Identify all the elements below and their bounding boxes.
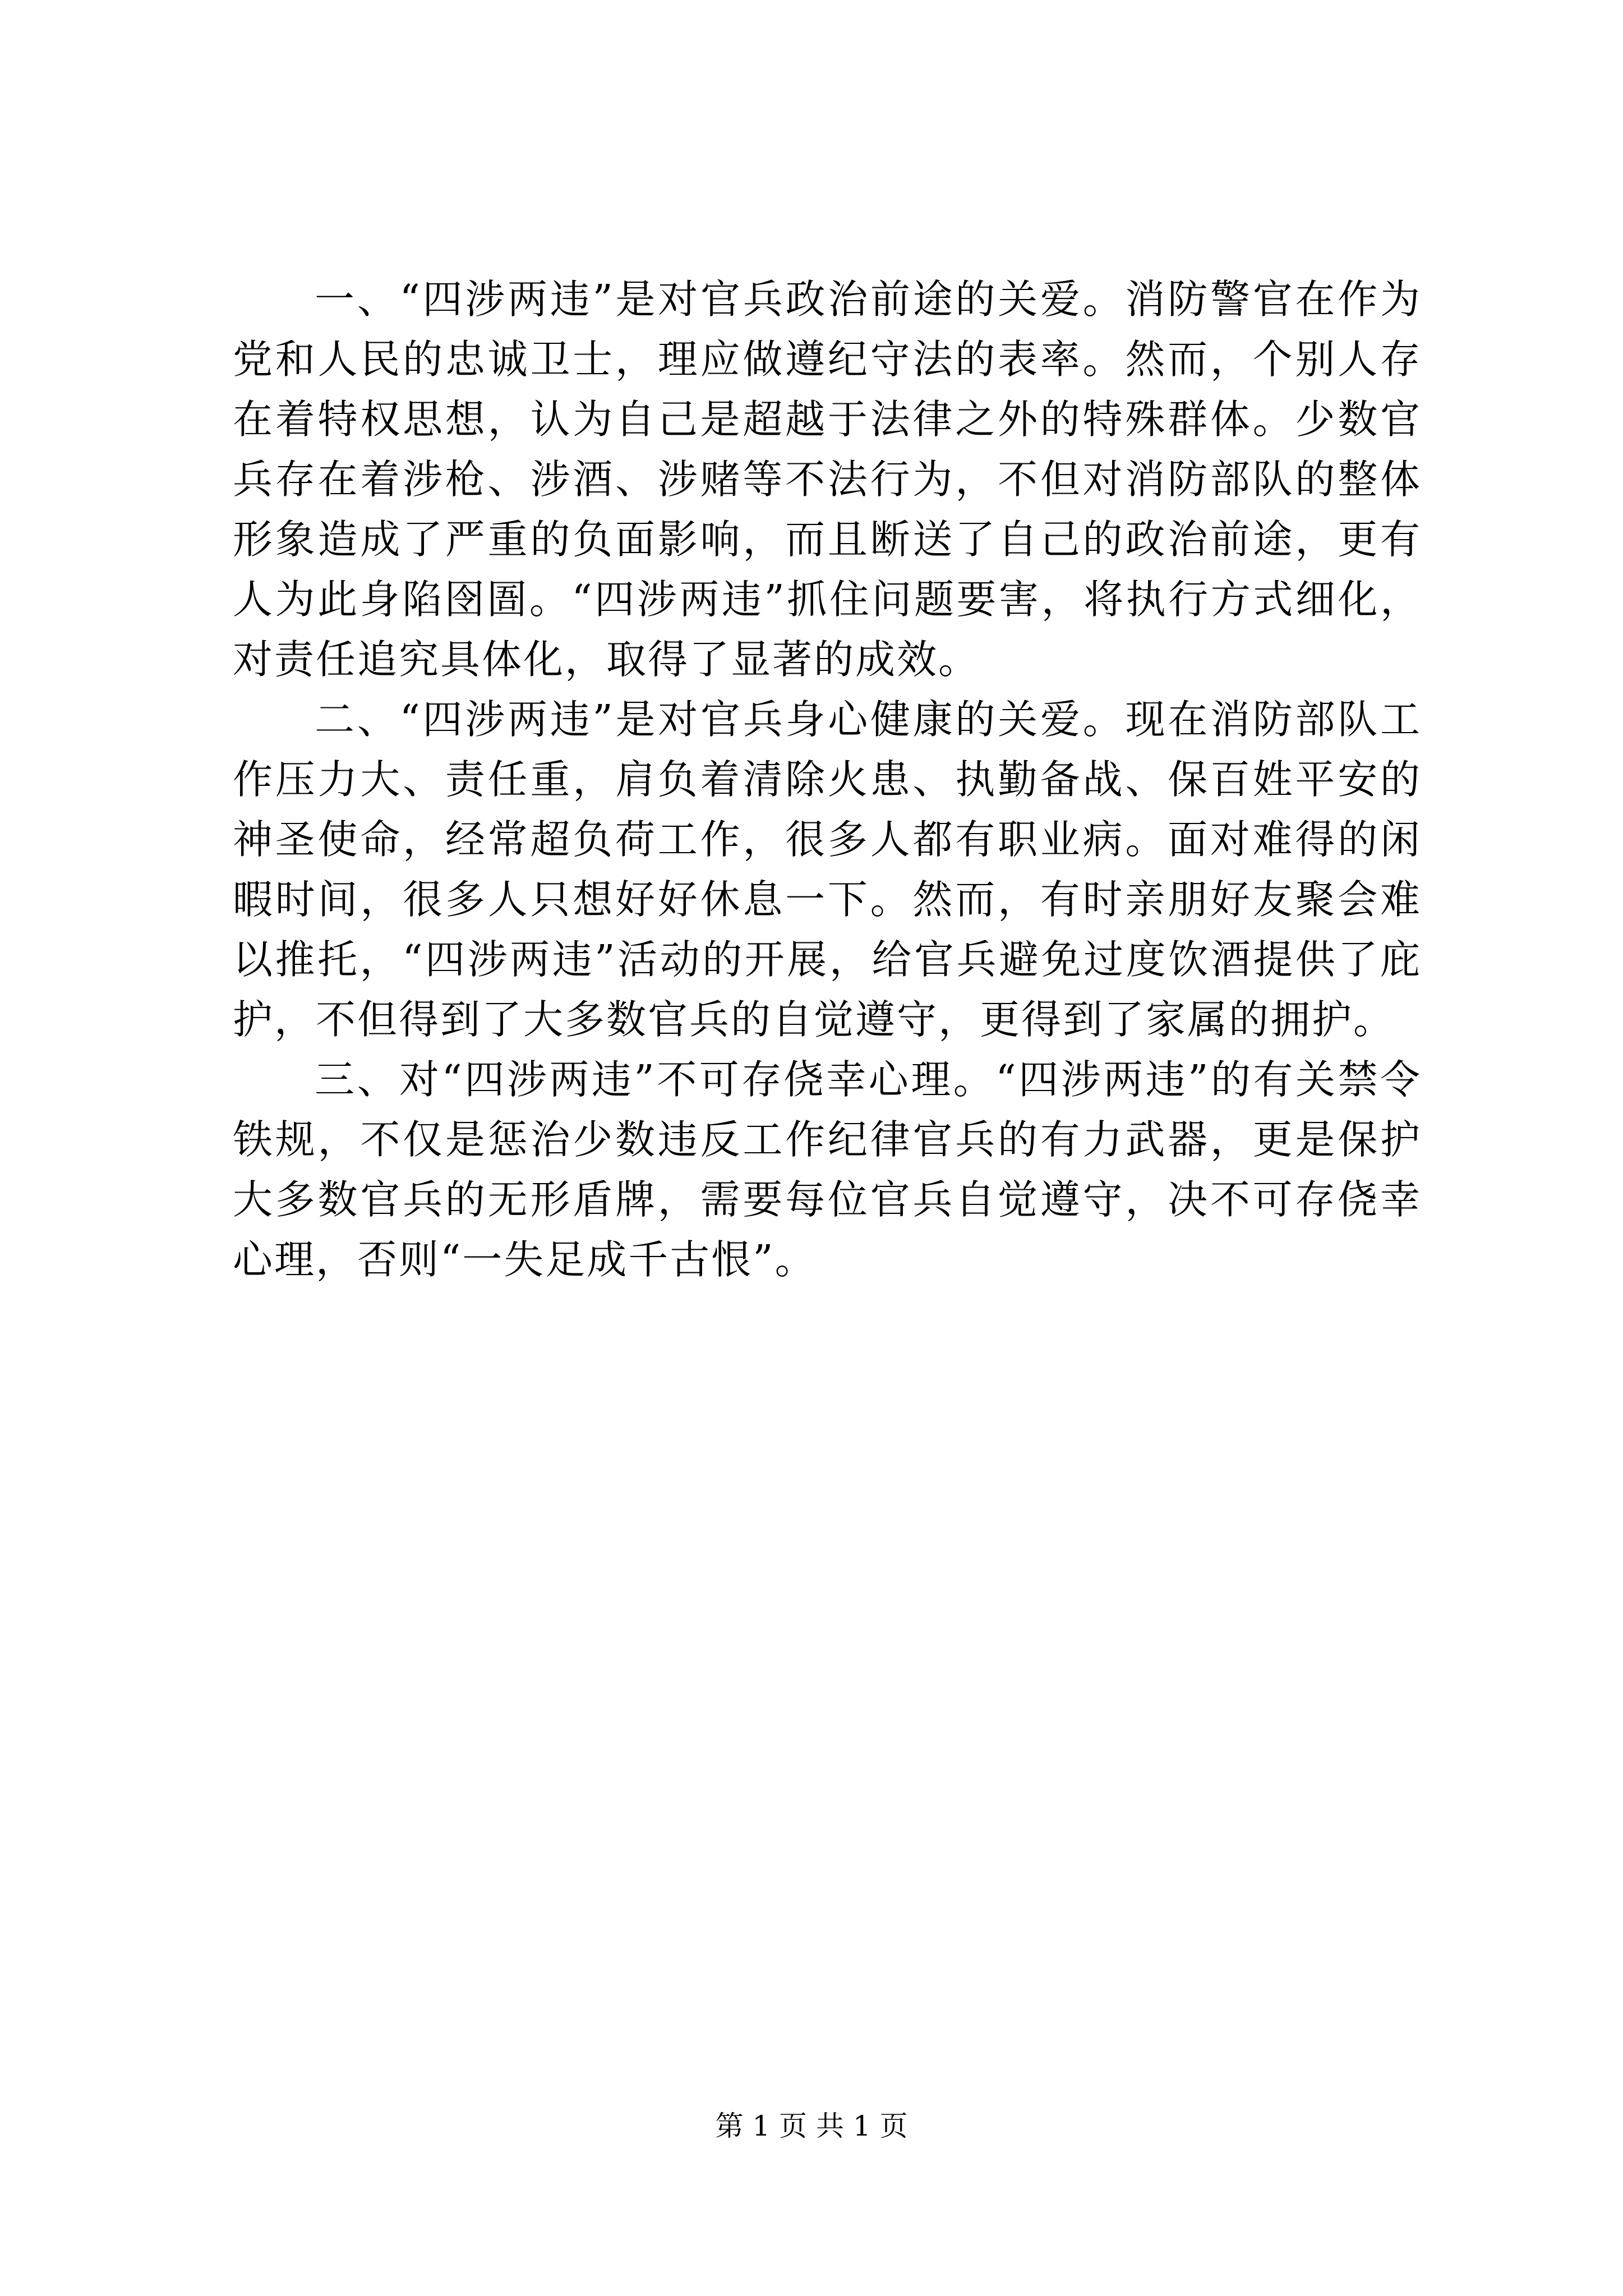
- document-body: [233, 269, 1422, 1290]
- paragraph-2: 二、“四涉两违”是对官兵身心健康的关爱。现在消防部队工作压力大、责任重，肩负着清除火患、执勤备战、保百姓平安的神圣使命，经常超负荷工作，很多人都有职业病。面对难得的闲暇时间，很多人只想好好休息一下。然而，有时亲朋好友聚会难以推托，“四涉两违”活动的开展，给官兵避免过度饮酒提供了庇护，不但得到了大多数官兵的自觉遵守，更得到了家属的拥护。: [233, 696, 1422, 1043]
- paragraph-1: 一、“四涉两违”是对官兵政治前途的关爱。消防警官在作为党和人民的忠诚卫士，理应做遵纪守法的表率。然而，个别人存在着特权思想，认为自己是超越于法律之外的特殊群体。少数官兵存在着涉枪、涉酒、涉赌等不法行为，不但对消防部队的整体形象造成了严重的负面影响，而且断送了自己的政治前途，更有人为此身陷囹圄。“四涉两违”抓住问题要害，将执行方式细化，对责任追究具体化，取得了显著的成效。: [233, 276, 1422, 683]
- paragraph-3: 三、对“四涉两违”不可存侥幸心理。“四涉两违”的有关禁令铁规，不仅是惩治少数违反工作纪律官兵的有力武器，更是保护大多数官兵的无形盾牌，需要每位官兵自觉遵守，决不可存侥幸心理，否则“一失足成千古恨”。: [233, 1056, 1422, 1283]
- page-footer: 第 1 页 共 1 页: [715, 2110, 908, 2142]
